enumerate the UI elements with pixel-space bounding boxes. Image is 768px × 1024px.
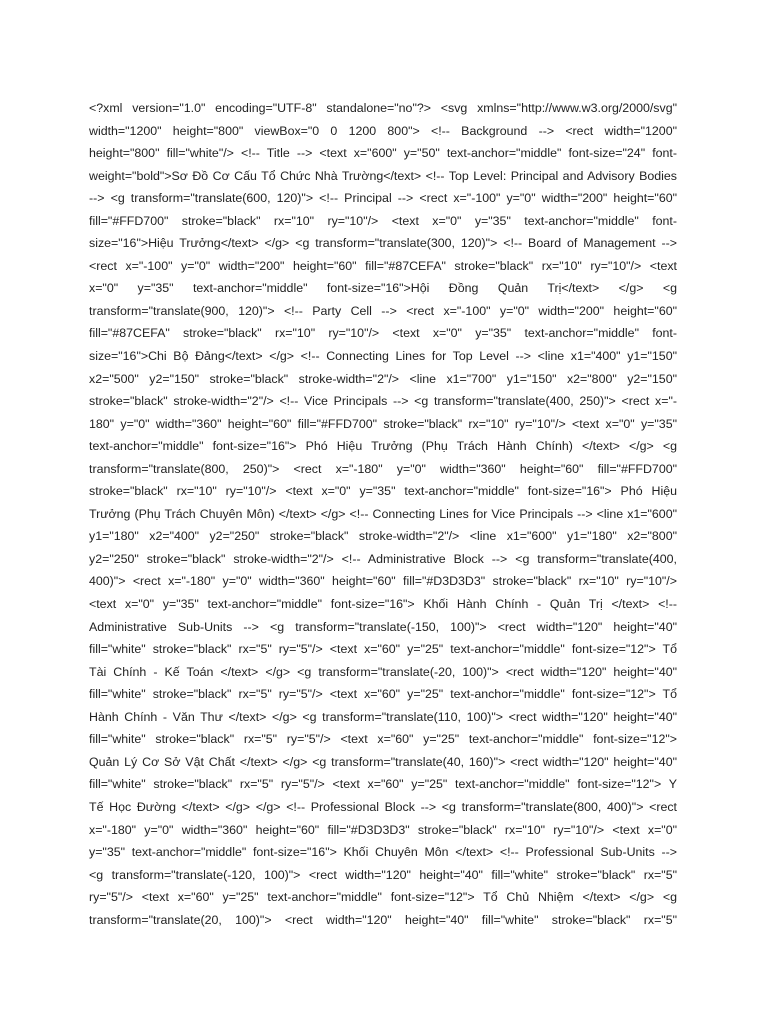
text-line: 180" y="0" width="360" height="60" fill="#FFD700" stroke="black" rx="10" ry="10"/> <text x="0" y="35": [89, 416, 677, 431]
text-line: width="1200" height="800" viewBox="0 0 1200 800"> <!-- Background --> <rect width="1200": [89, 123, 677, 138]
text-line: x2="500" y2="150" stroke="black" stroke-width="2"/> <line x1="700" y1="150" x2="800" y2="150": [89, 371, 677, 386]
text-line: ry="5"/> <text x="60" y="25" text-anchor="middle" font-size="12"> Tổ Chủ Nhiệm </text> </g> <g: [89, 890, 677, 905]
text-line: Tài Chính - Kế Toán </text> </g> <g transform="translate(-20, 100)"> <rect width="120" height="40": [89, 664, 677, 679]
text-line: fill="white" stroke="black" rx="5" ry="5"/> <text x="60" y="25" text-anchor="middle" font-size="12">: [89, 732, 677, 747]
text-line: y2="250" stroke="black" stroke-width="2"/> <!-- Administrative Block --> <g transform="translate(400,: [89, 551, 677, 566]
text-line: <g transform="translate(-120, 100)"> <rect width="120" height="40" fill="white" stroke="black" rx="5": [89, 867, 677, 882]
text-line: transform="translate(20, 100)"> <rect width="120" height="40" fill="white" stroke="black" rx="5": [89, 912, 677, 927]
document-body: [89, 97, 677, 931]
text-line: transform="translate(900, 120)"> <!-- Party Cell --> <rect x="-100" y="0" width="200" height="60": [89, 303, 677, 318]
text-line: --> <g transform="translate(600, 120)"> <!-- Principal --> <rect x="-100" y="0" width="200" height="60": [89, 191, 677, 206]
text-line: fill="#FFD700" stroke="black" rx="10" ry="10"/> <text x="0" y="35" text-anchor="middle" font-: [89, 213, 677, 228]
text-line: Hành Chính - Văn Thư </text> </g> <g transform="translate(110, 100)"> <rect width="120" height="40": [89, 709, 677, 724]
text-line: text-anchor="middle" font-size="16"> Phó Hiệu Trưởng (Phụ Trách Hành Chính) </text> </g> <g: [89, 439, 677, 454]
text-line: size="16">Chi Bộ Đảng</text> </g> <!-- Connecting Lines for Top Level --> <line x1="400" y1="150": [89, 349, 677, 364]
text-line: Trưởng (Phụ Trách Chuyên Môn) </text> </g> <!-- Connecting Lines for Vice Principals --> <line x1="600": [89, 506, 677, 521]
text-line: stroke="black" rx="10" ry="10"/> <text x="0" y="35" text-anchor="middle" font-size="16"> Phó Hiệu: [89, 484, 677, 499]
text-line: x="0" y="35" text-anchor="middle" font-size="16">Hội Đồng Quản Trị</text> </g> <g: [89, 281, 677, 296]
text-line: height="800" fill="white"/> <!-- Title --> <text x="600" y="50" text-anchor="middle" font-size="24" font-: [89, 146, 677, 161]
text-line: Administrative Sub-Units --> <g transform="translate(-150, 100)"> <rect width="120" height="40": [89, 619, 677, 634]
text-line: y1="180" x2="400" y2="250" stroke="black" stroke-width="2"/> <line x1="600" y1="180" x2="800": [89, 529, 677, 544]
text-line: fill="white" stroke="black" rx="5" ry="5"/> <text x="60" y="25" text-anchor="middle" font-size="12"> Tổ: [89, 687, 677, 702]
text-line: 400)"> <rect x="-180" y="0" width="360" height="60" fill="#D3D3D3" stroke="black" rx="10" ry="10"/>: [89, 574, 677, 589]
text-line: transform="translate(800, 250)"> <rect x="-180" y="0" width="360" height="60" fill="#FFD700": [89, 461, 677, 476]
text-line: size="16">Hiệu Trưởng</text> </g> <g transform="translate(300, 120)"> <!-- Board of Management -->: [89, 236, 677, 251]
text-line: fill="white" stroke="black" rx="5" ry="5"/> <text x="60" y="25" text-anchor="middle" font-size="12"> Y: [89, 777, 677, 792]
text-line: Tế Học Đường </text> </g> </g> <!-- Professional Block --> <g transform="translate(800, 400)"> <rect: [89, 799, 677, 814]
text-line: fill="white" stroke="black" rx="5" ry="5"/> <text x="60" y="25" text-anchor="middle" font-size="12"> Tổ: [89, 642, 677, 657]
text-line: x="-180" y="0" width="360" height="60" fill="#D3D3D3" stroke="black" rx="10" ry="10"/> <text x="0": [89, 822, 677, 837]
text-line: <?xml version="1.0" encoding="UTF-8" standalone="no"?> <svg xmlns="http://www.w3.org/2000/svg": [89, 101, 677, 115]
text-line: <rect x="-100" y="0" width="200" height="60" fill="#87CEFA" stroke="black" rx="10" ry="10"/> <text: [89, 258, 677, 273]
text-line: <text x="0" y="35" text-anchor="middle" font-size="16"> Khối Hành Chính - Quản Trị </text> <!--: [89, 597, 677, 612]
text-line: y="35" text-anchor="middle" font-size="16"> Khối Chuyên Môn </text> <!-- Professional Sub-Units -->: [89, 845, 677, 860]
text-line: weight="bold">Sơ Đồ Cơ Cấu Tổ Chức Nhà Trường</text> <!-- Top Level: Principal and Advisory Bodies: [89, 168, 677, 183]
text-line: Quản Lý Cơ Sở Vật Chất </text> </g> <g transform="translate(40, 160)"> <rect width="120" height="40": [89, 754, 677, 769]
text-line: fill="#87CEFA" stroke="black" rx="10" ry="10"/> <text x="0" y="35" text-anchor="middle" font-: [89, 326, 677, 341]
text-line: stroke="black" stroke-width="2"/> <!-- Vice Principals --> <g transform="translate(400, 250)"> <rect x="-: [89, 394, 677, 409]
